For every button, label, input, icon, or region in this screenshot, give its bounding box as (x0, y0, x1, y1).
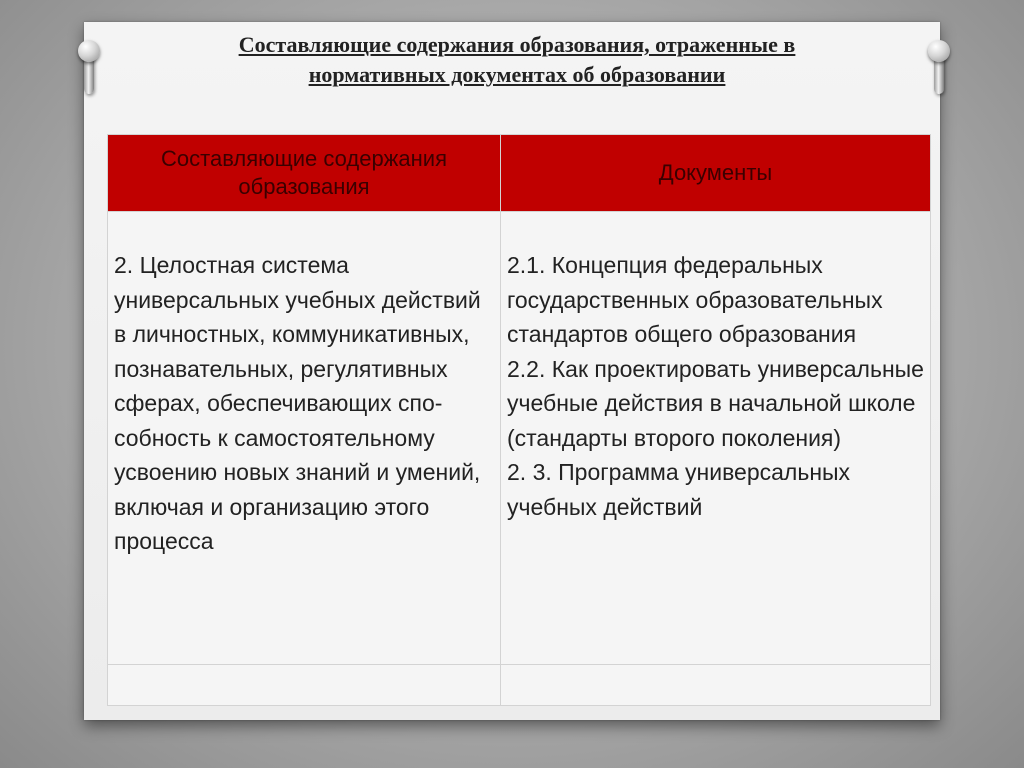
document-item-2: 2.2. Как проектировать универсальные учебные действия в начальной школе (стандарты второго поколения) (507, 355, 924, 451)
header-documents: Документы (501, 135, 931, 212)
table-row (108, 212, 931, 665)
table-header-row (108, 135, 931, 212)
cell-empty-right (501, 665, 931, 706)
pin-left-icon (78, 40, 100, 96)
slide-title (100, 30, 934, 90)
table-empty-row (108, 665, 931, 706)
slide-title-line-1: Составляющие содержания образования, отраженные в (238, 32, 796, 57)
document-item-3: 2. 3. Программа универсальных учебных действий (507, 459, 851, 520)
content-table (107, 134, 931, 706)
cell-documents (501, 212, 931, 665)
slide-title-line-2: нормативных документах об образовании (308, 62, 726, 87)
cell-components: 2. Целостная система универсальных учебных действий в личностных, коммуникативных, познавательных, регулятивных сферах, обеспечивающих спо-собность к самостоятельному усвоению новых знаний и умений, включая и организацию этого процесса (108, 212, 501, 665)
document-item-1: 2.1. Концепция федеральных государственных образовательных стандартов общего образования (507, 252, 883, 347)
cell-empty-left (108, 665, 501, 706)
header-components: Составляющие содержания образования (108, 135, 501, 212)
